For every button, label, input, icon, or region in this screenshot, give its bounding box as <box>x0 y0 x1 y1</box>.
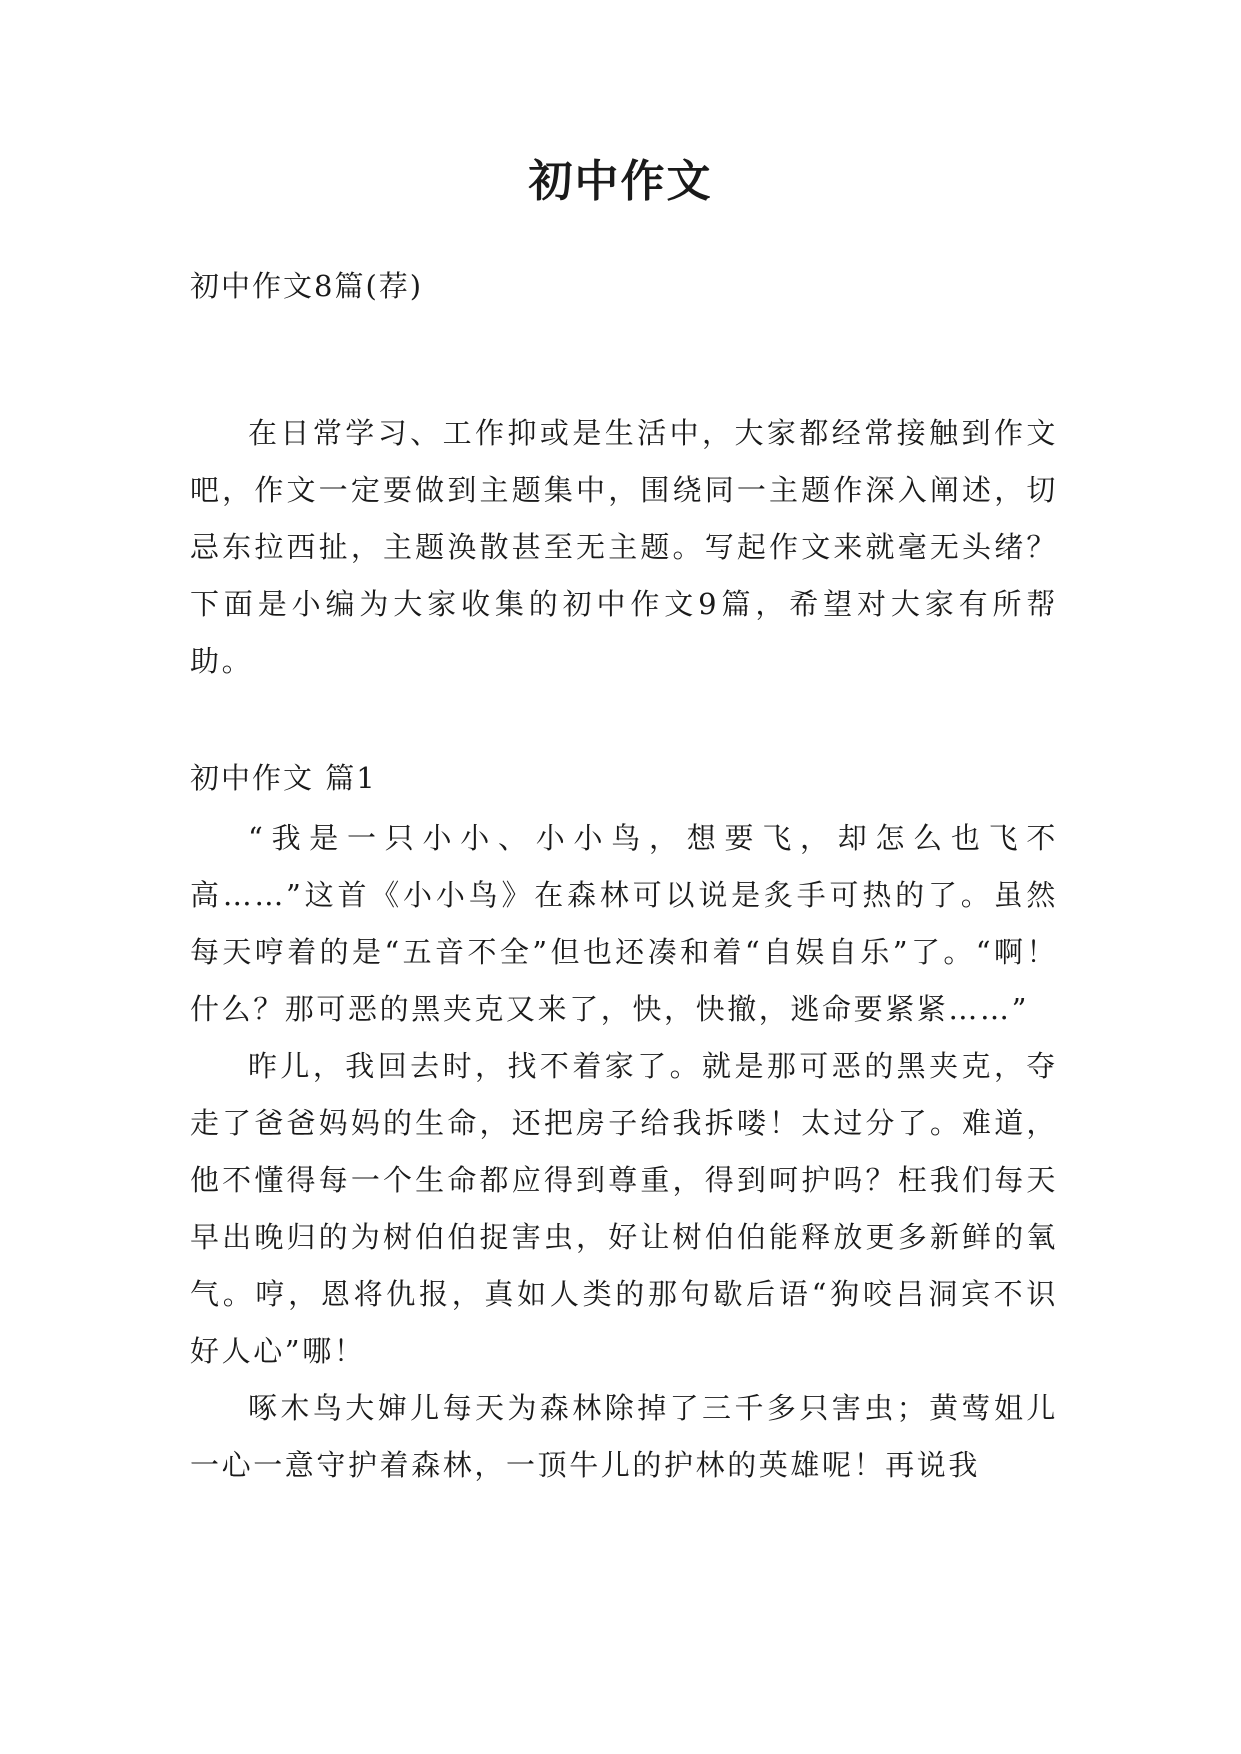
intro-block <box>190 405 1058 690</box>
essay-paragraph-1: “我是一只小小、小小鸟，想要飞，却怎么也飞不高……”这首《小小鸟》在森林可以说是炙手可热的了。虽然每天哼着的是“五音不全”但也还凑和着“自娱自乐”了。“啊！什么？那可恶的黑夹克又来了，快，快撤，逃命要紧紧……” <box>190 821 1058 1026</box>
essay-paragraph-2: 昨儿，我回去时，找不着家了。就是那可恶的黑夹克，夺走了爸爸妈妈的生命，还把房子给我拆喽！太过分了。难道，他不懂得每一个生命都应得到尊重，得到呵护吗？枉我们每天早出晚归的为树伯伯捉害虫，好让树伯伯能释放更多新鲜的氧气。哼，恩将仇报，真如人类的那句歇后语“狗咬吕洞宾不识好人心”哪！ <box>190 1049 1058 1368</box>
document-subtitle: 初中作文8篇(荐) <box>190 269 424 303</box>
intro-paragraph: 在日常学习、工作抑或是生活中，大家都经常接触到作文吧，作文一定要做到主题集中，围绕同一主题作深入阐述，切忌东拉西扯，主题涣散甚至无主题。写起作文来就毫无头绪？下面是小编为大家收集的初中作文9篇，希望对大家有所帮助。 <box>190 416 1058 678</box>
section-heading: 初中作文 篇1 <box>190 761 377 795</box>
essay-body <box>190 810 1058 1494</box>
essay-paragraph-3: 啄木鸟大婶儿每天为森林除掉了三千多只害虫；黄莺姐儿一心一意守护着森林，一顶牛儿的护林的英雄呢！再说我 <box>190 1391 1058 1482</box>
document-title: 初中作文 <box>528 156 713 207</box>
